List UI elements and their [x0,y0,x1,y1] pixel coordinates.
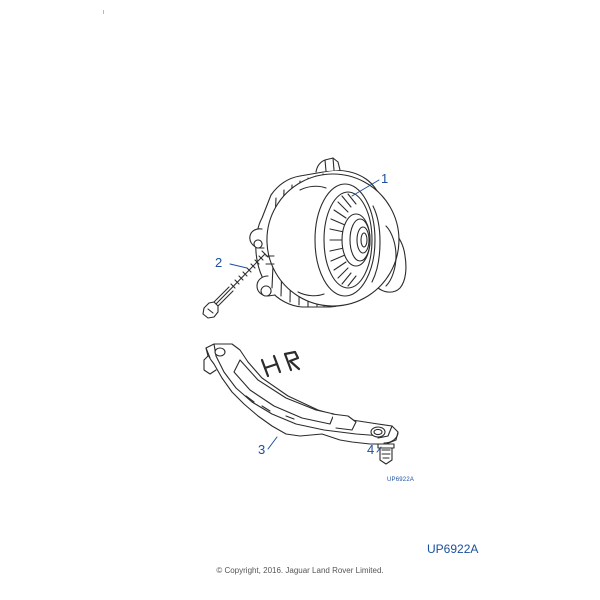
callout-4[interactable]: 4 [367,442,375,457]
part-code-main: UP6922A [427,542,479,556]
callout-1[interactable]: 1 [381,171,389,186]
part-code-small: UP6922A [387,477,415,483]
callout-2[interactable]: 2 [215,255,223,270]
copyright-notice: © Copyright, 2016. Jaguar Land Rover Limited. [216,566,384,575]
mounting-bracket-part [204,344,398,444]
callout-3[interactable]: 3 [258,442,266,457]
